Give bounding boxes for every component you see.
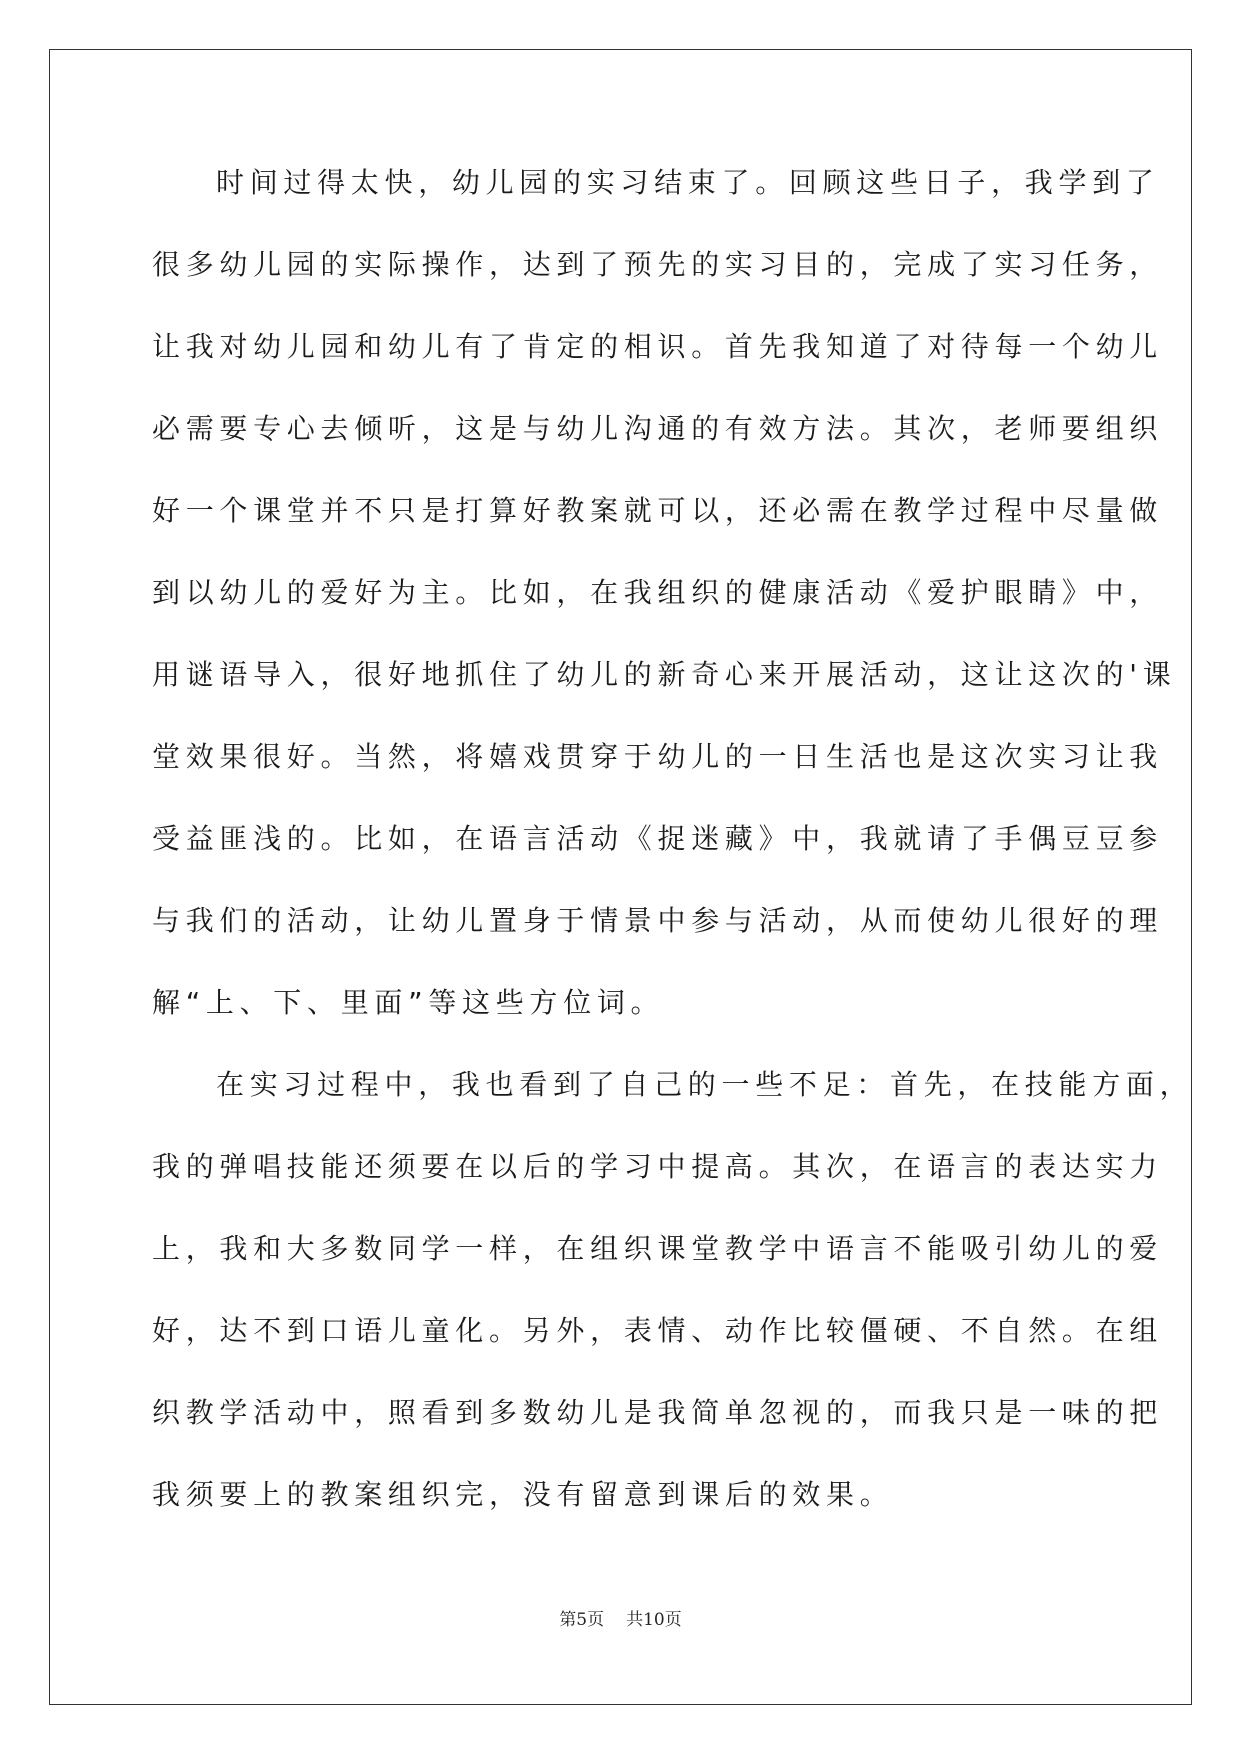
text-line: 时间过得太快，幼儿园的实习结束了。回顾这些日子，我学到了 [216, 166, 1160, 199]
page-footer [0, 1608, 1241, 1632]
page-number-total: 共10页 [626, 1610, 682, 1630]
text-line: 织教学活动中，照看到多数幼儿是我简单忽视的，而我只是一味的把 [152, 1396, 1164, 1429]
text-line: 好一个课堂并不只是打算好教案就可以，还必需在教学过程中尽量做 [152, 494, 1164, 527]
text-line: 我的弹唱技能还须要在以后的学习中提高。其次，在语言的表达实力 [152, 1150, 1164, 1183]
text-line: 很多幼儿园的实际操作，达到了预先的实习目的，完成了实习任务， [152, 248, 1164, 281]
text-line: 用谜语导入，很好地抓住了幼儿的新奇心来开展活动，这让这次的'课 [152, 658, 1177, 691]
text-line: 好，达不到口语儿童化。另外，表情、动作比较僵硬、不自然。在组 [152, 1314, 1164, 1347]
text-line: 让我对幼儿园和幼儿有了肯定的相识。首先我知道了对待每一个幼儿 [152, 330, 1164, 363]
text-line: 上，我和大多数同学一样，在组织课堂教学中语言不能吸引幼儿的爱 [152, 1232, 1164, 1265]
document-body [152, 163, 1194, 1557]
text-line: 我须要上的教案组织完，没有留意到课后的效果。 [152, 1478, 894, 1511]
text-line: 堂效果很好。当然，将嬉戏贯穿于幼儿的一日生活也是这次实习让我 [152, 740, 1164, 773]
text-line: 在实习过程中，我也看到了自己的一些不足：首先，在技能方面， [216, 1068, 1194, 1101]
page-number-current: 第5页 [559, 1610, 605, 1630]
text-line: 必需要专心去倾听，这是与幼儿沟通的有效方法。其次，老师要组织 [152, 412, 1164, 445]
text-line: 解“上、下、里面”等这些方位词。 [152, 986, 665, 1019]
text-line: 与我们的活动，让幼儿置身于情景中参与活动，从而使幼儿很好的理 [152, 904, 1164, 937]
text-line: 到以幼儿的爱好为主。比如，在我组织的健康活动《爱护眼睛》中， [152, 576, 1164, 609]
text-line: 受益匪浅的。比如，在语言活动《捉迷藏》中，我就请了手偶豆豆参 [152, 822, 1164, 855]
